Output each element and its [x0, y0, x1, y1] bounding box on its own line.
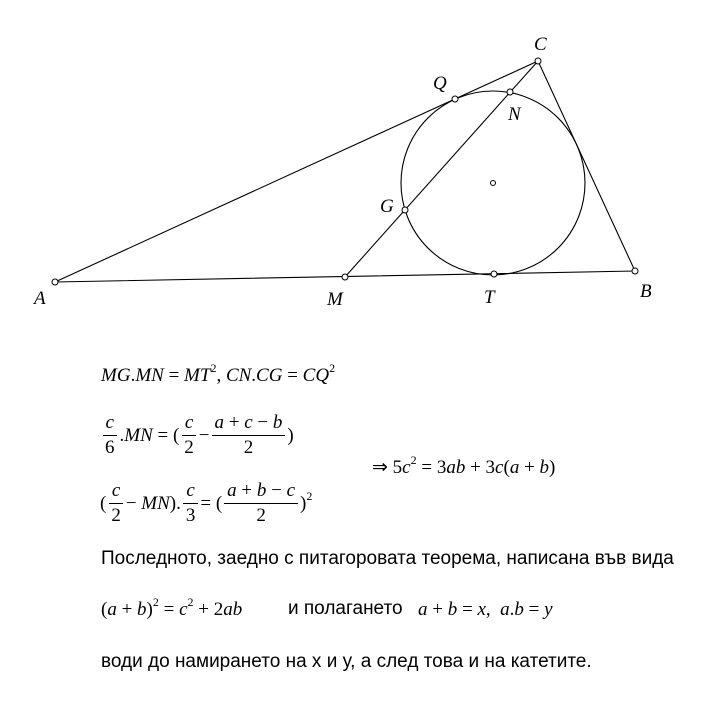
label-b: B [640, 281, 652, 302]
label-q: Q [433, 73, 447, 94]
point-a [52, 279, 58, 285]
substitution-formula: a + b = x, a.b = y [418, 599, 553, 620]
substitution-label: и полагането [288, 598, 403, 619]
label-n: N [508, 104, 521, 125]
sentence-1: Последното, заедно с питагоровата теорема, написана във вида [101, 548, 674, 569]
equation-line1-text: $MG.MN = MT^2$, $CN.CG = CQ^2$ [101, 361, 336, 386]
pythagorean-formula: $(a + b)^2 = c^2 + 2ab$ [101, 595, 243, 620]
point-b [632, 268, 638, 274]
equation-line2: $\frac{c}{6}$ .MN = ( $\frac{c}{2}$ − $\frac{a + c - b}{2}$ ) [100, 413, 294, 458]
point-m [342, 274, 348, 280]
circle-center [491, 181, 496, 186]
point-q [452, 96, 458, 102]
label-m: M [327, 289, 343, 310]
label-g: G [380, 196, 394, 217]
point-c [535, 58, 541, 64]
sentence-2: води до намирането на х и у, а след това и на катетите. [101, 651, 592, 672]
equation-line1 [101, 361, 336, 386]
label-t: T [484, 287, 495, 308]
point-t [491, 271, 497, 277]
equation-line3: ( $\frac{c}{2}$ − MN). $\frac{c}{3}$ = ( $\frac{a + b - c}{2}$ )$^2$ [100, 480, 313, 526]
triangle-figure [0, 0, 721, 340]
point-n [507, 89, 513, 95]
triangle-abc [55, 61, 635, 282]
label-a: A [34, 288, 46, 309]
label-c: C [534, 34, 547, 55]
equation-result: ⇒ $5c^2 = 3ab + 3c(a + b)$ [372, 453, 556, 478]
point-g [402, 207, 408, 213]
